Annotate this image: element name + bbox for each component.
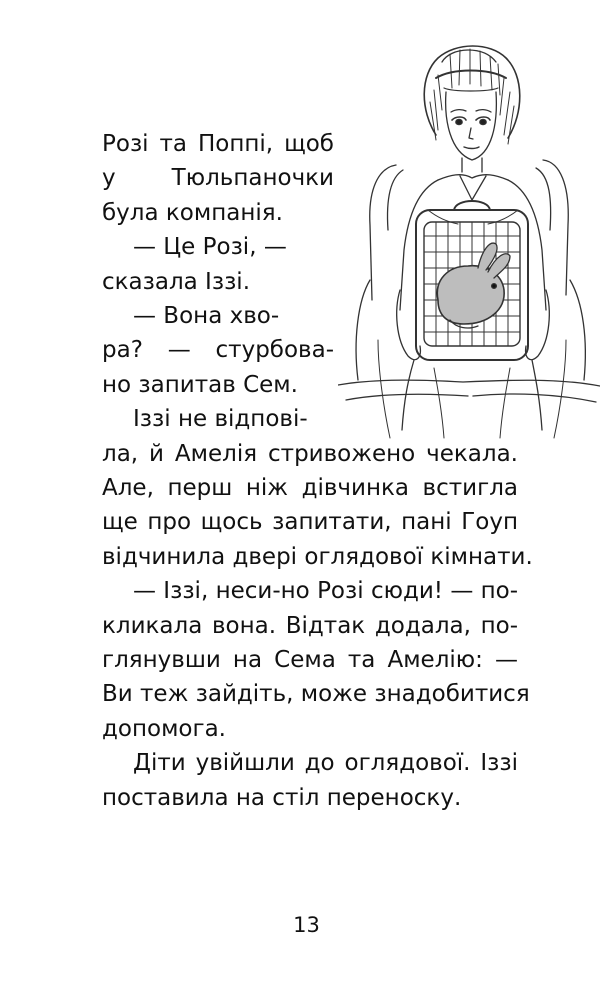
text-line: ла, й Амелія стривожено чекала. — [102, 440, 518, 467]
text-line: — Вона хво- — [133, 303, 280, 329]
text-line: Розі та Поппі, щоб — [102, 131, 334, 157]
text-line: Діти увійшли до оглядової. Іззі — [133, 750, 518, 777]
text-line: глянувши на Сема та Амелію: — — [102, 647, 518, 673]
text-line: сказала Іззі. — [102, 268, 251, 295]
text-line: но запитав Сем. — [102, 371, 298, 398]
text-line: ра? — стурбова- — [102, 337, 334, 364]
text-line: відчинила двері оглядової кімнати. — [102, 543, 533, 570]
text-line: Але, перш ніж дівчинка встигла — [102, 475, 518, 501]
text-line: Ви теж зайдіть, може знадобитися — [102, 681, 530, 708]
illustration-girl-with-rabbit-carrier — [338, 40, 600, 440]
text-line: у Тюльпаночки — [102, 165, 334, 192]
text-line: допомога. — [102, 715, 226, 742]
text-line: — Іззі, неси-но Розі сюди! — по- — [133, 578, 519, 605]
text-line: кликала вона. Відтак додала, по- — [102, 612, 518, 639]
text-line: поставила на стіл переноску. — [102, 784, 462, 811]
text-line: Іззі не відпові- — [133, 406, 308, 433]
text-line: — Це Розі, — — [133, 234, 287, 261]
page-number: 13 — [293, 913, 320, 937]
text-line: була компанія. — [102, 199, 283, 226]
text-line: ще про щось запитати, пані Гоуп — [102, 509, 518, 536]
